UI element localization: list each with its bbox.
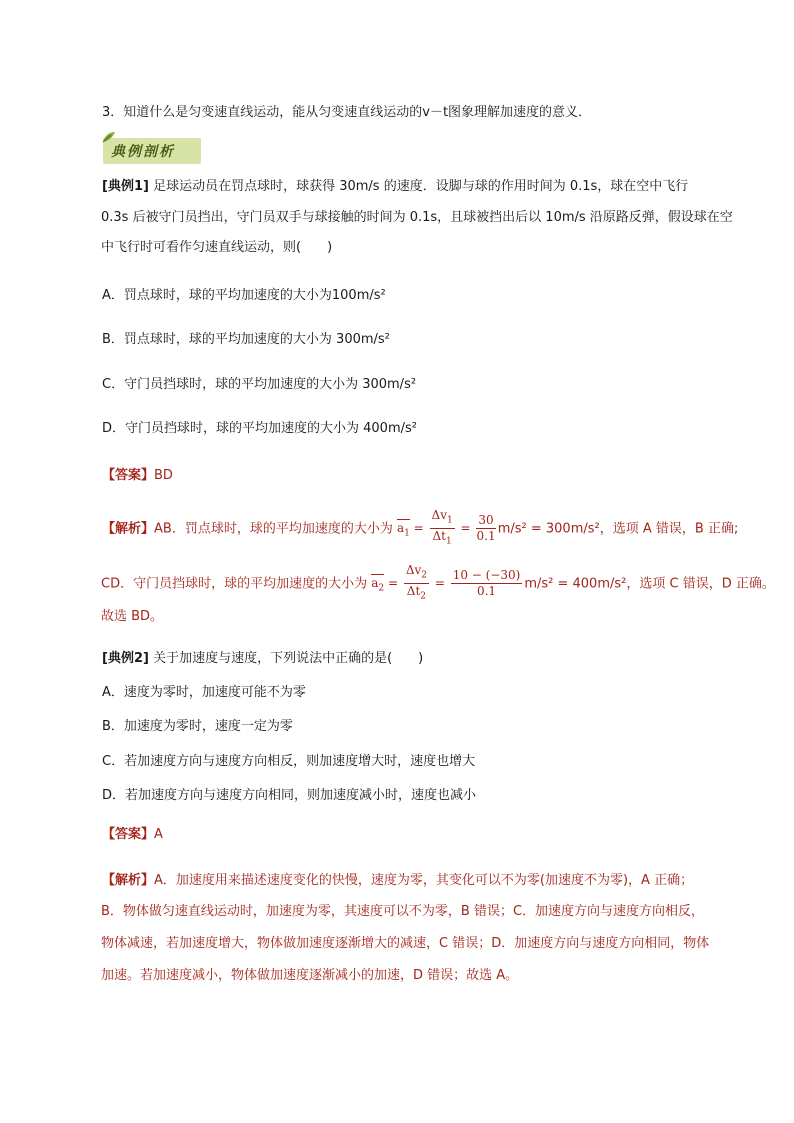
- ex1-option-c: C．守门员挡球时，球的平均加速度的大小为 300m/s²: [102, 377, 417, 392]
- ex1-analysis-text-2: CD．守门员挡球时，球的平均加速度的大小为: [101, 576, 368, 592]
- ex1-formula-2-numerator: 10 − (−30): [452, 568, 521, 583]
- section-banner: [101, 134, 202, 166]
- ex1-question-line-1: [102, 178, 688, 196]
- ex2-tag: [典例2]: [102, 651, 149, 666]
- ex2-option-c: C．若加速度方向与速度方向相反，则加速度增大时，速度也增大: [102, 754, 476, 769]
- ex2-answer: [102, 826, 163, 844]
- ex1-question-line-2: 0.3s 后被守门员挡出，守门员双手与球接触的时间为 0.1s，且球被挡出后以 10m/s 沿原路反弹，假设球在空: [101, 210, 733, 225]
- ex2-answer-value: A: [154, 827, 163, 842]
- ex2-analysis-line-1: [102, 872, 693, 890]
- ex1-analysis-line-2: [101, 563, 775, 605]
- ex1-analysis-tag: 【解析】: [102, 521, 155, 537]
- ex1-formula-1-numerator: 30: [478, 513, 494, 528]
- ex2-option-a: A．速度为零时，加速度可能不为零: [102, 685, 306, 700]
- ex1-analysis-line-1: [102, 508, 738, 550]
- ex2-analysis-text-1: A．加速度用来描述速度变化的快慢，速度为零，其变化可以不为零(加速度不为零)，A 正确；: [154, 873, 694, 888]
- ex1-formula-2: $a_2$ = $\frac{\Delta v_2}{\Delta t_2}$ = $\frac{10 - (-30)}{0.1}$: [371, 563, 521, 602]
- ex2-analysis-line-4: 加速。若加速度减小，物体做加速度逐渐减小的加速，D 错误；故选 A。: [101, 968, 519, 983]
- ex1-question-text-1: 足球运动员在罚点球时，球获得 30m/s 的速度．设脚与球的作用时间为 0.1s，球在空中飞行: [153, 179, 689, 194]
- learning-objective-3: 3．知道什么是匀变速直线运动，能从匀变速直线运动的v－t图象理解加速度的意义．: [102, 105, 592, 120]
- ex1-answer-tag: 【答案】: [102, 468, 155, 483]
- ex1-option-a: A．罚点球时，球的平均加速度的大小为100m/s²: [102, 288, 386, 303]
- ex1-analysis-line-3: 故选 BD。: [101, 609, 164, 624]
- ex1-formula-1-denominator: 0.1: [476, 529, 496, 544]
- ex1-question-line-3: 中飞行时可看作匀速直线运动，则( ): [101, 240, 333, 255]
- ex2-answer-tag: 【答案】: [102, 827, 155, 842]
- ex1-answer-value: BD: [154, 468, 173, 483]
- ex2-option-d: D．若加速度方向与速度方向相同，则加速度减小时，速度也减小: [102, 788, 477, 803]
- ex1-analysis-text-1: AB．罚点球时，球的平均加速度的大小为: [154, 521, 393, 537]
- ex1-analysis-result-1: m/s² = 300m/s²，选项 A 错误，B 正确;: [497, 521, 739, 537]
- ex2-analysis-line-2: B．物体做匀速直线运动时，加速度为零，其速度可以不为零，B 错误；C．加速度方向与速度方向相反，: [101, 904, 705, 919]
- ex2-analysis-line-3: 物体减速，若加速度增大，物体做加速度逐渐增大的减速，C 错误；D．加速度方向与速度方向相同，物体: [101, 936, 710, 951]
- ex1-tag: [典例1]: [102, 179, 149, 194]
- banner-title: 典例剖析: [111, 144, 175, 160]
- ex1-option-d: D．守门员挡球时，球的平均加速度的大小为 400m/s²: [102, 421, 417, 436]
- ex1-option-b: B．罚点球时，球的平均加速度的大小为 300m/s²: [102, 332, 390, 347]
- ex1-formula-2-denominator: 0.1: [476, 584, 497, 599]
- ex1-formula-1: $a_1$ = $\frac{\Delta v_1}{\Delta t_1}$ = $\frac{30}{0.1}$: [396, 508, 496, 547]
- ex2-analysis-tag: 【解析】: [102, 873, 155, 888]
- ex1-answer: [102, 467, 173, 485]
- ex2-question-text: 关于加速度与速度，下列说法中正确的是( ): [153, 651, 424, 666]
- ex1-analysis-result-2: m/s² = 400m/s²，选项 C 错误，D 正确。: [524, 576, 775, 592]
- ex2-question: [102, 650, 423, 668]
- ex2-option-b: B．加速度为零时，速度一定为零: [102, 719, 293, 734]
